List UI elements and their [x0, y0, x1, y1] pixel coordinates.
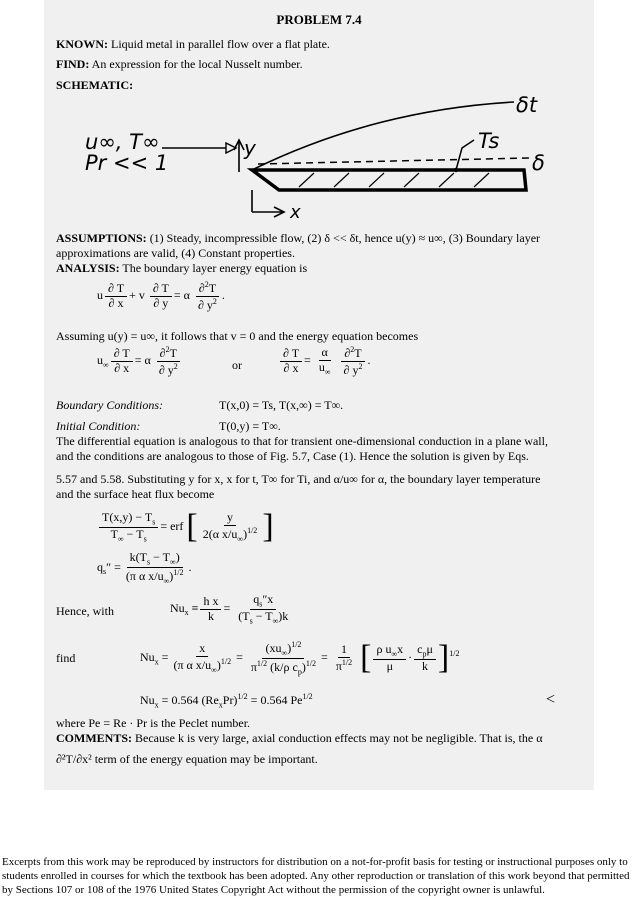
analysis-p4: and the surface heat flux become — [56, 487, 215, 501]
ts-leader — [456, 140, 474, 170]
assuming-text: Assuming u(y) = u∞, it follows that v = 0 and the energy equation becomes — [56, 329, 419, 343]
find-line — [56, 57, 303, 72]
bc-label: Boundary Conditions: — [56, 398, 163, 412]
energy-equation: u $\frac{\partial T}{\partial x}$ + v $\frac{\partial T}{\partial y}$ = α $\frac{\partial^2T}{\partial y^2}$ . — [97, 280, 225, 312]
find-text: An expression for the local Nusselt number. — [91, 57, 303, 71]
y-axis-label: y — [244, 136, 256, 160]
simplified-equation: $u_\infty$ $\frac{\partial T}{\partial x}$ = α $\frac{\partial^2T}{\partial y^2}$ — [97, 345, 183, 378]
analysis-intro: ANALYSIS: The boundary layer energy equation is — [56, 261, 308, 275]
copyright-footer: Excerpts from this work may be reproduced by instructors for distribution on a not-for-profit basis for testing or instructional purposes only to students enrolled in courses for which the textbook has been adopted. Any other reproduction or translation of this work beyond that permitted by Sections 107 or 108 of the 1976 United States Copyright Act without the permission of the copyright owner is unlawful. — [2, 856, 630, 896]
analysis-p2: and the conditions are analogous to those of Fig. 5.7, Case (1). Hence the solution is given by Eqs. — [56, 449, 529, 463]
delta-label: δ — [532, 151, 545, 175]
comments-line2: ∂²T/∂x² term of the energy equation may be important. — [56, 752, 318, 766]
analysis-p3: 5.57 and 5.58. Substituting y for x, x for t, T∞ for Ti, and α/u∞ for α, the boundary layer temperature — [56, 472, 541, 486]
delta-t-label: δt — [516, 93, 538, 117]
assumptions-line1: ASSUMPTIONS: (1) Steady, incompressible flow, (2) δ << δt, hence u(y) ≈ u∞, (3) Boundary layer — [56, 231, 541, 245]
analysis-p1: The differential equation is analogous to that for transient one-dimensional conduction in a plane wall, — [56, 434, 548, 448]
assumptions-line2: approximations are valid, (4) Constant properties. — [56, 246, 295, 260]
known-line — [56, 37, 330, 52]
schematic-label: SCHEMATIC: — [56, 78, 134, 92]
find-label: FIND: — [56, 57, 90, 71]
nusselt-result: $Nu_x = 0.564$ $(Re_xPr)^{1/2} = 0.564$ $Pe^{1/2}$ — [140, 692, 313, 710]
find-word: find — [56, 651, 76, 665]
nusselt-expression: $Nu_x$ = $\frac{x}{(\pi \alpha x/u_\infty)^{1/2}}$ = $\frac{(xu_\infty)^{1/2}}{\pi^{1/2} (k/\rho c_p)^{1/2}}$ = $\frac{1}{\pi^{1/2}}$ [ $\frac{\rho u_\infty x}{\mu}$ · $\frac{c_p\mu}{k}$ ]$^{1/2}$ — [140, 639, 460, 677]
nusselt-definition: $Nu_x$ ≡ $\frac{\text{h x}}{k}$ = $\frac{q_s''x}{(T_s - T_\infty)k}$ — [170, 592, 289, 625]
bc-value: T(x,0) = Ts, T(x,∞) = T∞. — [219, 398, 344, 412]
or-word: or — [232, 358, 242, 372]
known-label: KNOWN: — [56, 37, 108, 51]
heat-flux-equation: $q_s''$ = $\frac{k(T_s - T_\infty)}{(\pi \alpha x/u_\infty)^{1/2}}$ . — [97, 550, 192, 585]
velocity-boundary-layer-line — [258, 158, 529, 164]
simplified-equation-alt: $\frac{\partial T}{\partial x}$ = $\frac{\alpha}{u_\infty}$ $\frac{\partial^2T}{\partial y^2}$ . — [278, 345, 370, 378]
ts-label: Ts — [478, 129, 500, 153]
hence-text: Hence, with — [56, 604, 114, 618]
flat-plate — [252, 170, 526, 190]
temperature-solution: $\frac{T(x,y) - T_s}{T_\infty - T_s}$ = erf [ $\frac{y}{2(\alpha x/u_\infty)^{1/2}}$ ] — [97, 506, 274, 549]
peclet-text: where Pe = Re · Pr is the Peclet number. — [56, 716, 251, 730]
plate-hatching — [299, 173, 489, 187]
x-axis-label: x — [290, 202, 301, 223]
inflow-conditions: u∞, T∞ Pr << 1 — [85, 130, 169, 175]
ic-value: T(0,y) = T∞. — [219, 419, 281, 433]
comments-line1: COMMENTS: Because k is very large, axial conduction effects may not be negligible. That is, the α — [56, 731, 543, 745]
known-text: Liquid metal in parallel flow over a flat plate. — [111, 37, 330, 51]
ic-label: Initial Condition: — [56, 419, 141, 433]
result-check-mark: < — [546, 691, 556, 708]
problem-title: PROBLEM 7.4 — [276, 12, 362, 27]
